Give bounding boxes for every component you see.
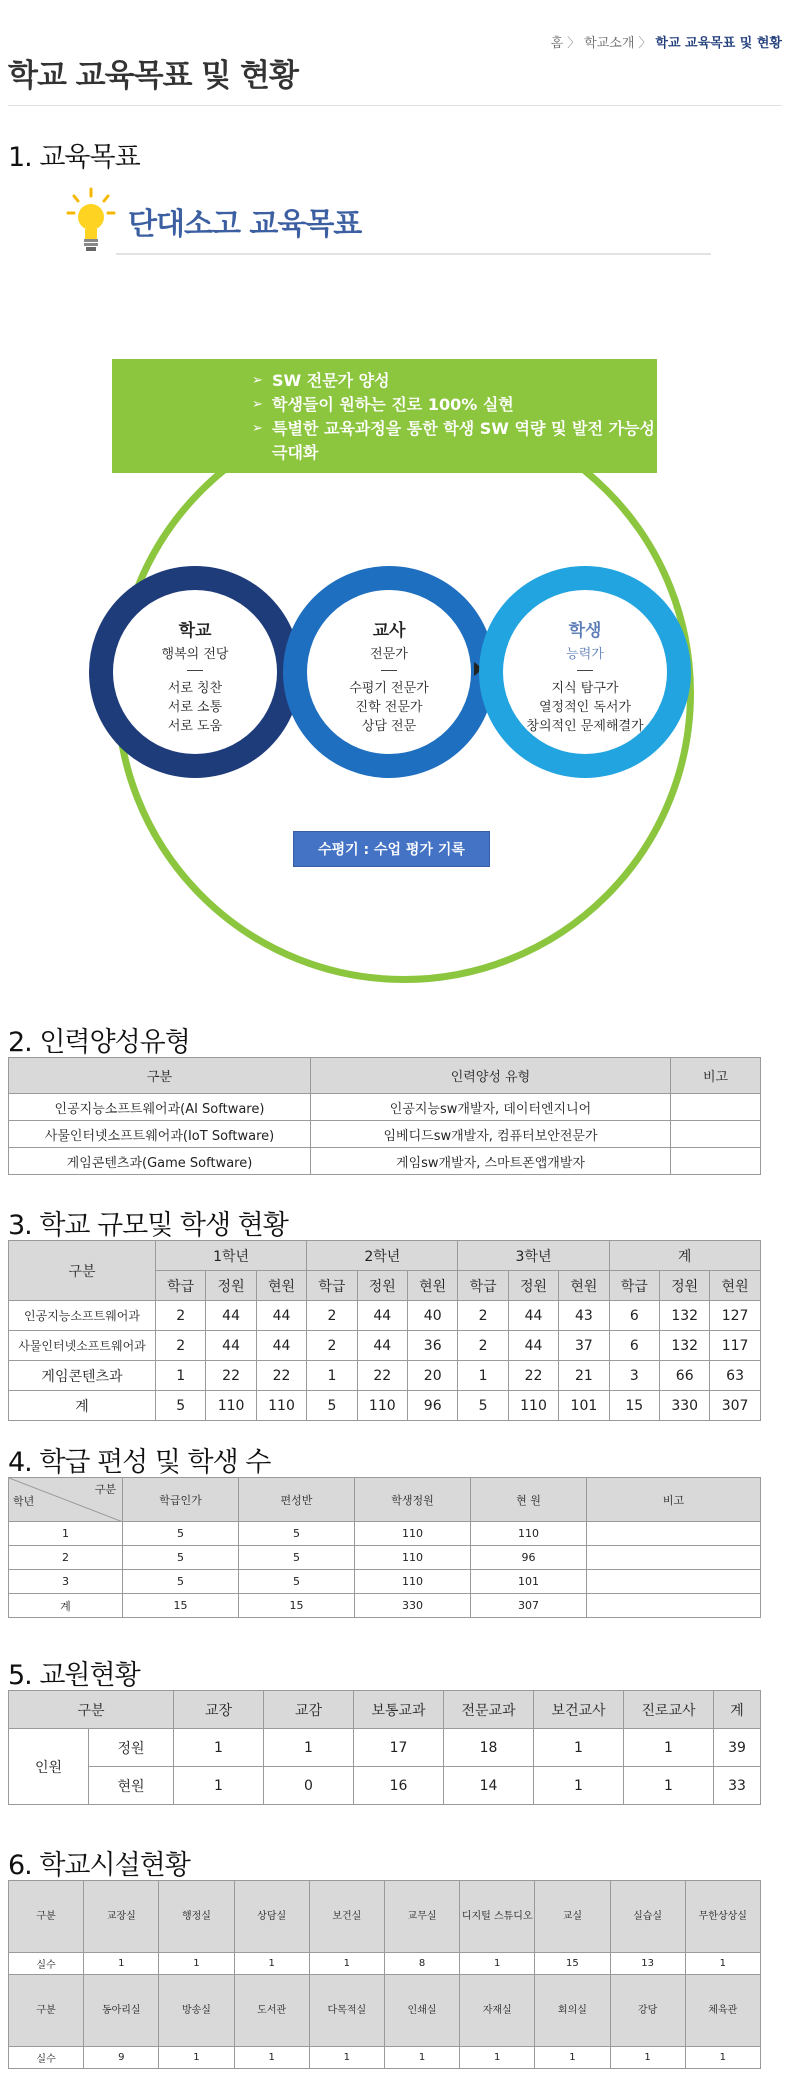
ring-line: 진학 전문가: [355, 700, 423, 715]
column-header: 현원: [710, 1271, 760, 1301]
table-cell: 1: [264, 1729, 354, 1767]
table-cell: 110: [355, 1522, 471, 1546]
table-cell: 5: [123, 1546, 239, 1570]
table-cell: 36: [407, 1331, 457, 1361]
table-header-row: [9, 1691, 761, 1729]
table-row: [9, 1331, 761, 1361]
table-cell: 132: [660, 1331, 710, 1361]
column-header: 비고: [671, 1058, 761, 1094]
column-header: 교무실: [384, 1881, 459, 1953]
column-header: 교장실: [84, 1881, 159, 1953]
column-header: 정원: [508, 1271, 558, 1301]
facility-header-row: [9, 1975, 761, 2047]
table-cell: 인공지능sw개발자, 데이터엔지니어: [311, 1094, 671, 1121]
column-group-header: 3학년: [458, 1241, 609, 1271]
ring-line: 서로 도움: [167, 719, 223, 734]
table-cell: 6: [609, 1301, 659, 1331]
table-cell: 1: [458, 1361, 508, 1391]
table-cell: 63: [710, 1361, 760, 1391]
table-cell: 132: [660, 1301, 710, 1331]
column-header: 진로교사: [624, 1691, 714, 1729]
table-cell: 5: [307, 1391, 357, 1421]
table-cell: 15: [609, 1391, 659, 1421]
table-cell: 2: [458, 1331, 508, 1361]
column-group-header: 계: [609, 1241, 760, 1271]
table-cell: 39: [714, 1729, 761, 1767]
table-cell: 43: [559, 1301, 609, 1331]
row-label: 사물인터넷소프트웨어과: [9, 1331, 156, 1361]
column-header: 교장: [174, 1691, 264, 1729]
section-heading-class-organization: 4. 학급 편성 및 학생 수: [8, 1447, 271, 1478]
column-header: 학생정원: [355, 1478, 471, 1522]
table-cell: 101: [471, 1570, 587, 1594]
breadcrumb-separator: 〉: [567, 36, 581, 51]
column-header: 회의실: [535, 1975, 610, 2047]
table-cell: 110: [355, 1546, 471, 1570]
table-cell: 13: [610, 1953, 685, 1975]
table-cell: 게임콘텐츠과(Game Software): [9, 1148, 311, 1175]
table-row: [9, 1391, 761, 1421]
section-heading-school-size: 3. 학교 규모및 학생 현황: [8, 1210, 288, 1241]
table-header-row: [9, 1241, 761, 1271]
table-cell: 5: [123, 1570, 239, 1594]
table-cell: [587, 1522, 761, 1546]
table-cell: 16: [354, 1767, 444, 1805]
column-header: 계: [714, 1691, 761, 1729]
table-cell: 44: [357, 1331, 407, 1361]
ring-subtitle: 전문가: [370, 647, 408, 662]
table-cell: 1: [535, 2047, 610, 2069]
table-cell: 5: [458, 1391, 508, 1421]
ring-line: 지식 탐구가: [551, 681, 619, 696]
table-cell: 실수: [9, 2047, 84, 2069]
column-header: 구분: [9, 1241, 156, 1301]
column-header: 자재실: [460, 1975, 535, 2047]
table-cell: 37: [559, 1331, 609, 1361]
column-header: 강당: [610, 1975, 685, 2047]
table-cell: 96: [407, 1391, 457, 1421]
column-header: 현 원: [471, 1478, 587, 1522]
table-cell: 15: [535, 1953, 610, 1975]
goal-bullet: ➢ 특별한 교육과정을 통한 학생 SW 역량 및 발전 가능성 극대화: [252, 417, 657, 465]
education-goal-figure: [56, 175, 716, 975]
facility-count-row: [9, 2047, 761, 2069]
table-cell: 1: [624, 1767, 714, 1805]
table-cell: 실수: [9, 1953, 84, 1975]
goal-bullet: ➢ 학생들이 원하는 진로 100% 실현: [252, 393, 657, 417]
table-cell: 18: [444, 1729, 534, 1767]
table-cell: [587, 1546, 761, 1570]
row-group-label: 인원: [9, 1729, 89, 1805]
column-header: 비고: [587, 1478, 761, 1522]
table-cell: 44: [206, 1301, 256, 1331]
table-cell: 2: [9, 1546, 123, 1570]
table-cell: 2: [307, 1331, 357, 1361]
table-cell: [671, 1148, 761, 1175]
student-ring: [479, 566, 691, 778]
table-cell: 110: [206, 1391, 256, 1421]
table-cell: 1: [460, 2047, 535, 2069]
table-cell: 게임sw개발자, 스마트폰앱개발자: [311, 1148, 671, 1175]
column-header: 구분: [9, 1691, 174, 1729]
ring-line: 서로 소통: [167, 700, 223, 715]
table-cell: 127: [710, 1301, 760, 1331]
column-header: 행정실: [159, 1881, 234, 1953]
table-cell: 44: [256, 1301, 306, 1331]
breadcrumb-home-link[interactable]: 홈: [550, 36, 564, 51]
ring-divider: [577, 670, 593, 671]
table-row: [9, 1361, 761, 1391]
table-cell: 1: [610, 2047, 685, 2069]
goal-figure-header: [56, 175, 716, 255]
column-header: 정원: [206, 1271, 256, 1301]
table-cell: 5: [239, 1522, 355, 1546]
column-header: 디지털 스튜디오: [460, 1881, 535, 1953]
column-header: 학급: [458, 1271, 508, 1301]
table-cell: [587, 1570, 761, 1594]
table-cell: 9: [84, 2047, 159, 2069]
breadcrumb: [551, 32, 782, 51]
table-cell: 110: [508, 1391, 558, 1421]
table-cell: 44: [206, 1331, 256, 1361]
lesson-evaluation-label: 수평기 : 수업 평가 기록: [293, 831, 490, 867]
section-heading-staff: 5. 교원현황: [8, 1660, 140, 1691]
teacher-ring: [283, 566, 495, 778]
ring-title: 교사: [372, 621, 406, 641]
breadcrumb-separator: 〉: [638, 36, 652, 51]
table-cell: 101: [559, 1391, 609, 1421]
row-label: 게임콘텐츠과: [9, 1361, 156, 1391]
table-cell: 20: [407, 1361, 457, 1391]
table-cell: 22: [206, 1361, 256, 1391]
ring-line: 창의적인 문제해결가: [526, 719, 644, 734]
column-header: 학급: [156, 1271, 206, 1301]
table-cell: 3: [609, 1361, 659, 1391]
table-row: [9, 1522, 761, 1546]
table-cell: 1: [685, 2047, 760, 2069]
column-header: 학급: [609, 1271, 659, 1301]
table-row: [9, 1594, 761, 1618]
table-cell: 1: [307, 1361, 357, 1391]
table-cell: 5: [123, 1522, 239, 1546]
section-heading-talent-types: 2. 인력양성유형: [8, 1027, 190, 1058]
table-cell: 2: [307, 1301, 357, 1331]
school-size-table: [8, 1240, 761, 1421]
table-row: [9, 1570, 761, 1594]
table-cell: 1: [159, 2047, 234, 2069]
facility-header-row: [9, 1881, 761, 1953]
class-organization-table: [8, 1477, 761, 1618]
table-cell: 1: [624, 1729, 714, 1767]
ring-line: 수평기 전문가: [349, 681, 429, 696]
table-cell: 33: [714, 1767, 761, 1805]
corner-label-top: 구분: [94, 1483, 116, 1496]
table-cell: 330: [660, 1391, 710, 1421]
column-header: 도서관: [234, 1975, 309, 2047]
table-cell: 66: [660, 1361, 710, 1391]
table-cell: 1: [309, 2047, 384, 2069]
column-header: 방송실: [159, 1975, 234, 2047]
table-cell: 0: [264, 1767, 354, 1805]
table-cell: 사물인터넷소프트웨어과(IoT Software): [9, 1121, 311, 1148]
column-group-header: 1학년: [156, 1241, 307, 1271]
table-cell: 44: [508, 1301, 558, 1331]
table-cell: 1: [309, 1953, 384, 1975]
table-cell: 330: [355, 1594, 471, 1618]
table-row: [9, 1094, 761, 1121]
ring-title: 학교: [178, 621, 212, 641]
table-cell: 5: [156, 1391, 206, 1421]
table-header-row: [9, 1478, 761, 1522]
title-divider: [8, 105, 782, 106]
breadcrumb-parent-link[interactable]: 학교소개: [584, 36, 635, 51]
table-cell: [671, 1094, 761, 1121]
table-cell: 임베디드sw개발자, 컴퓨터보안전문가: [311, 1121, 671, 1148]
table-cell: 1: [174, 1767, 264, 1805]
table-cell: 17: [354, 1729, 444, 1767]
table-cell: 1: [234, 1953, 309, 1975]
section-heading-facilities: 6. 학교시설현황: [8, 1850, 190, 1881]
goal-figure-title: 단대소고 교육목표: [128, 207, 362, 242]
table-cell: 117: [710, 1331, 760, 1361]
section-heading-goals: 1. 교육목표: [8, 142, 140, 173]
column-header: 인쇄실: [384, 1975, 459, 2047]
column-header: 구분: [9, 1058, 311, 1094]
ring-line: 서로 칭찬: [167, 681, 223, 696]
goal-header-underline: [116, 253, 711, 255]
table-cell: 22: [357, 1361, 407, 1391]
ring-line: 열정적인 독서가: [538, 700, 632, 715]
row-label: 정원: [89, 1729, 174, 1767]
table-cell: 44: [357, 1301, 407, 1331]
ring-title: 학생: [568, 621, 602, 641]
goal-bullet: ➢ SW 전문가 양성: [252, 369, 657, 393]
table-cell: 1: [534, 1729, 624, 1767]
column-header: 정원: [660, 1271, 710, 1301]
table-cell: 307: [471, 1594, 587, 1618]
table-cell: 14: [444, 1767, 534, 1805]
table-cell: 110: [256, 1391, 306, 1421]
table-cell: 22: [256, 1361, 306, 1391]
column-header: 상담실: [234, 1881, 309, 1953]
row-label: 인공지능소프트웨어과: [9, 1301, 156, 1331]
column-header: 학급인가: [123, 1478, 239, 1522]
table-cell: 5: [239, 1570, 355, 1594]
lightbulb-icon: [66, 187, 116, 257]
table-cell: 6: [609, 1331, 659, 1361]
table-cell: 96: [471, 1546, 587, 1570]
column-header: 보건실: [309, 1881, 384, 1953]
table-cell: 1: [174, 1729, 264, 1767]
column-header: 교감: [264, 1691, 354, 1729]
table-cell: 21: [559, 1361, 609, 1391]
facility-count-row: [9, 1953, 761, 1975]
table-cell: 1: [534, 1767, 624, 1805]
ring-divider: [381, 670, 397, 671]
breadcrumb-current: 학교 교육목표 및 현황: [655, 36, 782, 51]
table-row: [9, 1729, 761, 1767]
table-cell: 110: [471, 1522, 587, 1546]
column-header: 교실: [535, 1881, 610, 1953]
row-label: 현원: [89, 1767, 174, 1805]
column-header: 보통교과: [354, 1691, 444, 1729]
ring-divider: [187, 670, 203, 671]
table-cell: 110: [355, 1570, 471, 1594]
table-cell: 2: [458, 1301, 508, 1331]
facilities-table: [8, 1880, 761, 2069]
school-ring: [89, 566, 301, 778]
staff-table: [8, 1690, 761, 1805]
column-header: 체육관: [685, 1975, 760, 2047]
table-cell: [587, 1594, 761, 1618]
column-header: 구분: [9, 1881, 84, 1953]
table-cell: 1: [84, 1953, 159, 1975]
table-cell: 1: [156, 1361, 206, 1391]
table-row: [9, 1767, 761, 1805]
column-header: 편성반: [239, 1478, 355, 1522]
column-header: 다목적실: [309, 1975, 384, 2047]
goal-bullet-box: [112, 359, 657, 473]
table-cell: [671, 1121, 761, 1148]
page-title: 학교 교육목표 및 현황: [8, 58, 298, 94]
table-row: [9, 1546, 761, 1570]
table-cell: 1: [159, 1953, 234, 1975]
table-cell: 1: [460, 1953, 535, 1975]
table-header-row: [9, 1058, 761, 1094]
column-header: 보건교사: [534, 1691, 624, 1729]
table-row: [9, 1301, 761, 1331]
column-header: 현원: [407, 1271, 457, 1301]
ring-subtitle: 능력가: [566, 647, 604, 662]
talent-type-table: [8, 1057, 761, 1175]
table-cell: 3: [9, 1570, 123, 1594]
column-header: 인력양성 유형: [311, 1058, 671, 1094]
table-cell: 8: [384, 1953, 459, 1975]
table-cell: 110: [357, 1391, 407, 1421]
column-header: 학급: [307, 1271, 357, 1301]
table-cell: 1: [685, 1953, 760, 1975]
table-cell: 15: [123, 1594, 239, 1618]
table-cell: 1: [9, 1522, 123, 1546]
column-header: 실습실: [610, 1881, 685, 1953]
column-group-header: 2학년: [307, 1241, 458, 1271]
table-cell: 44: [256, 1331, 306, 1361]
table-cell: 2: [156, 1331, 206, 1361]
table-cell: 1: [234, 2047, 309, 2069]
row-label: 계: [9, 1391, 156, 1421]
table-cell: 2: [156, 1301, 206, 1331]
table-cell: 15: [239, 1594, 355, 1618]
column-header: 현원: [559, 1271, 609, 1301]
table-cell: 계: [9, 1594, 123, 1618]
column-header: 동아리실: [84, 1975, 159, 2047]
ring-subtitle: 행복의 전당: [161, 647, 229, 662]
table-cell: 5: [239, 1546, 355, 1570]
column-header: 정원: [357, 1271, 407, 1301]
column-header: 전문교과: [444, 1691, 534, 1729]
diagonal-corner-header: [9, 1478, 123, 1522]
table-cell: 40: [407, 1301, 457, 1331]
corner-label-bottom: 학년: [13, 1495, 35, 1508]
column-header: 무한상상실: [685, 1881, 760, 1953]
table-row: [9, 1121, 761, 1148]
table-cell: 307: [710, 1391, 760, 1421]
table-cell: 인공지능소프트웨어과(AI Software): [9, 1094, 311, 1121]
column-header: 구분: [9, 1975, 84, 2047]
table-row: [9, 1148, 761, 1175]
column-header: 현원: [256, 1271, 306, 1301]
table-cell: 22: [508, 1361, 558, 1391]
table-cell: 44: [508, 1331, 558, 1361]
table-cell: 1: [384, 2047, 459, 2069]
ring-line: 상담 전문: [361, 719, 417, 734]
